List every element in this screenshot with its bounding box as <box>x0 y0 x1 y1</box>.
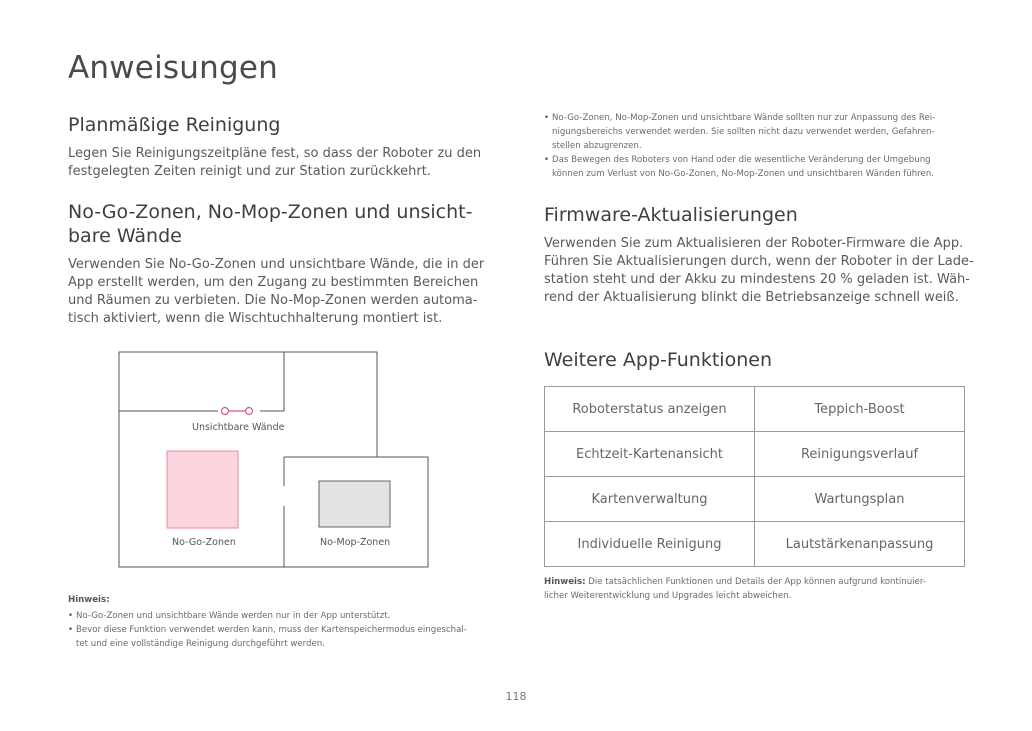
text-line: station steht und der Akku zu mindestens 20 % geladen ist. Wäh- <box>544 272 970 287</box>
note-label: Hinweis: <box>68 595 110 605</box>
table-cell: Wartungsplan <box>755 477 965 522</box>
text-line: • No-Go-Zonen, No-Mop-Zonen und unsichtbare Wände sollten nur zur Anpassung des Rei- <box>552 113 936 123</box>
note-bullet <box>68 623 508 651</box>
section-text-no-go-zones <box>68 256 484 328</box>
text-line: licher Weiterentwicklung und Upgrades leicht abweichen. <box>544 591 792 601</box>
table-cell: Teppich-Boost <box>755 387 965 432</box>
heading-line: bare Wände <box>68 225 182 247</box>
table-cell: Roboterstatus anzeigen <box>545 387 755 432</box>
text-line: • No-Go-Zonen und unsichtbare Wände werden nur in der App unterstützt. <box>76 611 391 621</box>
table-row <box>545 477 965 522</box>
text-line: App erstellt werden, um den Zugang zu bestimmten Bereichen <box>68 275 479 290</box>
text-line: Führen Sie Aktualisierungen durch, wenn der Roboter in der Lade- <box>544 254 974 269</box>
no-go-label: No-Go-Zonen <box>172 537 236 548</box>
page-number: 118 <box>505 690 527 703</box>
warning-bullet <box>544 153 974 181</box>
zones-diagram <box>118 351 430 571</box>
text-line: Die tatsächlichen Funktionen und Details der App können aufgrund kontinuier- <box>588 577 926 587</box>
text-line: Legen Sie Reinigungszeitpläne fest, so dass der Roboter zu den <box>68 146 482 161</box>
section-text-scheduled-cleaning <box>68 145 481 181</box>
section-text-firmware <box>544 235 984 307</box>
room-wall <box>260 352 284 411</box>
table-row <box>545 522 965 567</box>
no-mop-label: No-Mop-Zonen <box>320 537 391 548</box>
text-line: stellen abzugrenzen. <box>552 141 642 151</box>
heading-line: No-Go-Zonen, No-Mop-Zonen und unsicht- <box>68 201 473 223</box>
note-label: Hinweis: <box>544 577 586 587</box>
text-line: Verwenden Sie zum Aktualisieren der Roboter-Firmware die App. <box>544 236 964 251</box>
note-right <box>544 575 984 603</box>
text-line: rend der Aktualisierung blinkt die Betriebsanzeige schnell weiß. <box>544 290 959 305</box>
note-left <box>68 593 508 651</box>
table-cell: Echtzeit-Kartenansicht <box>545 432 755 477</box>
warning-bullet <box>544 111 974 153</box>
no-go-zone <box>167 451 238 528</box>
table-cell: Individuelle Reinigung <box>545 522 755 567</box>
invisible-wall-label: Unsichtbare Wände <box>192 422 285 433</box>
text-line: Verwenden Sie No-Go-Zonen und unsichtbare Wände, die in der <box>68 257 485 272</box>
text-line: tet und eine vollständige Reinigung durchgeführt werden. <box>76 639 325 649</box>
room-outline <box>119 352 428 567</box>
text-line: und Räumen zu verbieten. Die No-Mop-Zonen werden automa- <box>68 293 478 308</box>
section-heading-app-features: Weitere App-Funktionen <box>544 349 772 371</box>
text-line: nigungsbereichs verwendet werden. Sie sollten nicht dazu verwendet werden, Gefahren- <box>552 127 935 137</box>
section-heading-firmware: Firmware-Aktualisierungen <box>544 204 798 226</box>
app-features-table <box>544 386 965 567</box>
right-warning-bullets <box>544 111 974 181</box>
table-cell: Lautstärkenanpassung <box>755 522 965 567</box>
text-line: festgelegten Zeiten reinigt und zur Station zurückkehrt. <box>68 164 431 179</box>
invisible-wall-marker <box>222 408 253 415</box>
table-row <box>545 432 965 477</box>
page-title: Anweisungen <box>68 50 278 86</box>
section-heading-scheduled-cleaning: Planmäßige Reinigung <box>68 114 281 136</box>
text-line: können zum Verlust von No-Go-Zonen, No-Mop-Zonen und unsichtbaren Wänden führen. <box>552 169 934 179</box>
text-line: • Bevor diese Funktion verwendet werden kann, muss der Kartenspeichermodus eingeschal- <box>76 625 467 635</box>
section-heading-no-go-zones <box>68 200 472 248</box>
table-cell: Reinigungsverlauf <box>755 432 965 477</box>
note-bullet <box>68 609 508 623</box>
text-line: tisch aktiviert, wenn die Wischtuchhalterung montiert ist. <box>68 311 443 326</box>
table-cell: Kartenverwaltung <box>545 477 755 522</box>
text-line: • Das Bewegen des Roboters von Hand oder die wesentliche Veränderung der Umgebung <box>552 155 931 165</box>
table-row <box>545 387 965 432</box>
no-mop-zone <box>319 481 390 527</box>
